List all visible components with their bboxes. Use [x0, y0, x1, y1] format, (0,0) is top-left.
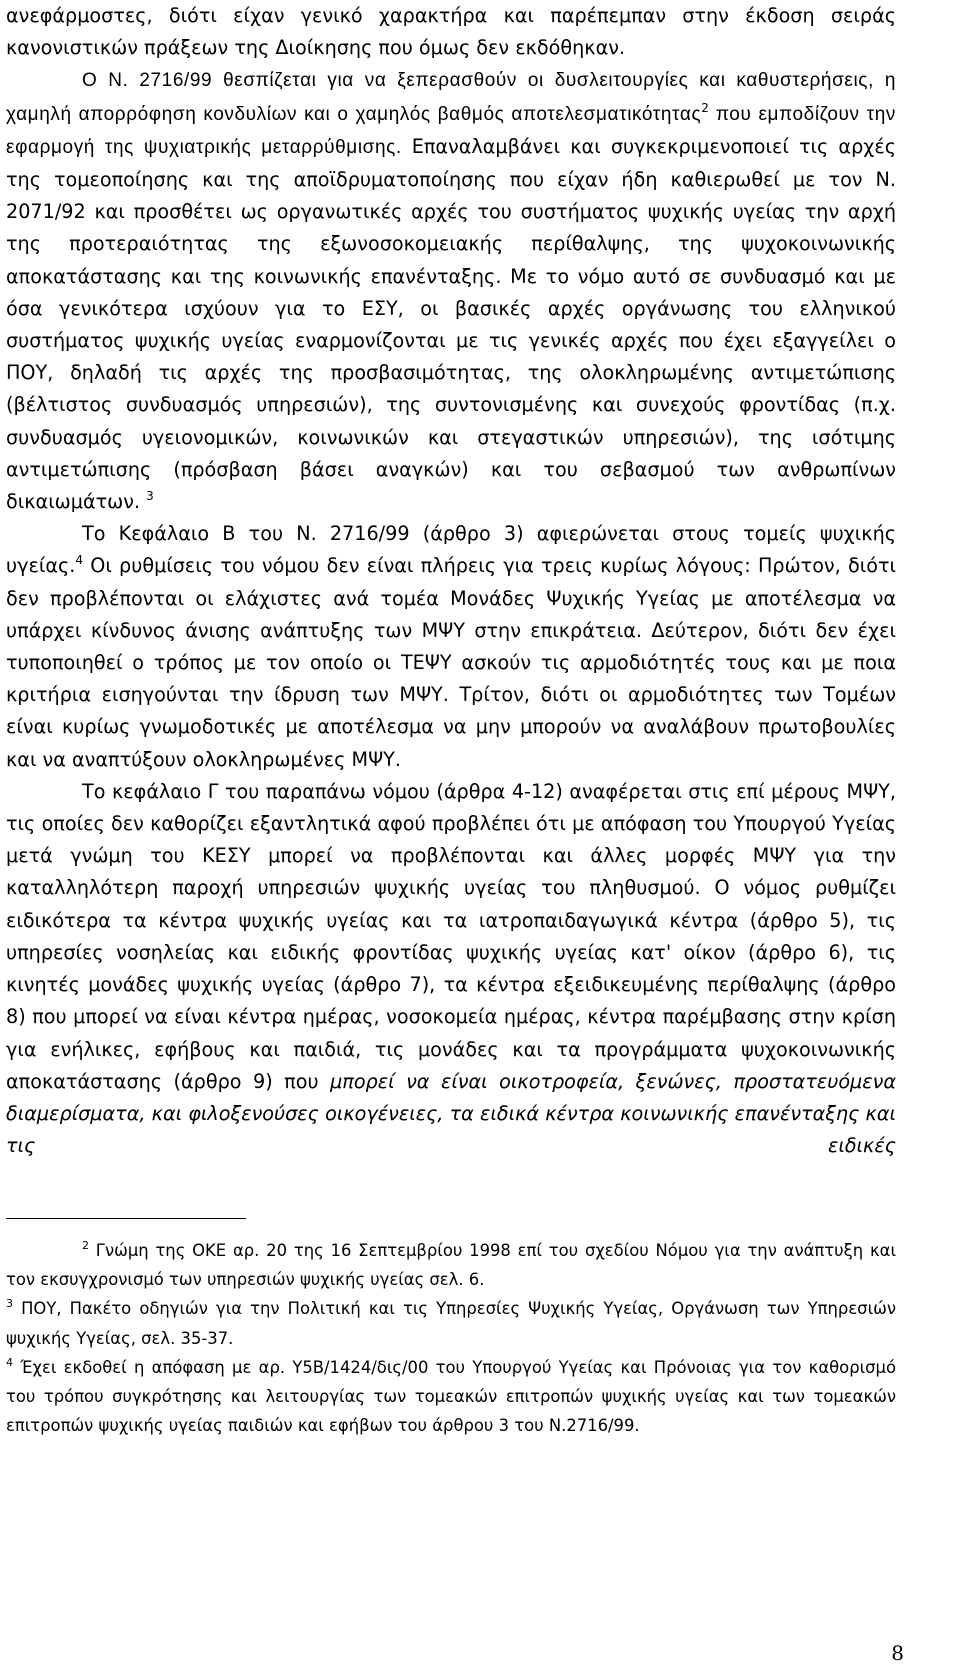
footnote-mark: 4 [6, 1355, 13, 1369]
paragraph-chapter-c [6, 776, 896, 1162]
footnote-text: Έχει εκδοθεί η απόφαση με αρ. Υ5Β/1424/δις/00 του Υπουργού Υγείας και Πρόνοιας για τον καθορισμό του τρόπου συγκρότησης και λειτουργίας των τομεακών επιτροπών ψυχικής υγείας και των τομεακών επιτροπών ψυχικής υγείας παιδιών και εφήβων του άρθρου 3 του Ν.2716/99. [6, 1357, 896, 1436]
footnote-2 [6, 1236, 896, 1294]
paragraph-text: που εμποδίζουν την εφαρμογή της ψυχιατρικής μεταρρύθμισης. [6, 103, 896, 158]
paragraph-continuation [6, 0, 896, 32]
paragraph-text: Το κεφάλαιο Γ του παραπάνω νόμου (άρθρα 4-12) αναφέρεται στις επί μέρους ΜΨΥ, τις οποίες δεν καθορίζει εξαντλητικά αφού προβλέπει ότι με απόφαση του Υπουργού Υγείας μετά γνώμη του ΚΕΣΥ μπορεί να προβλέπονται και άλλες μορφές ΜΨΥ για την καταλληλότερη παροχή υπηρεσιών ψυχικής υγείας του πληθυσμού. Ο νόμος ρυθμίζει ειδικότερα τα κέντρα ψυχικής υγείας και τα ιατροπαιδαγωγικά κέντρα (άρθρο 5), τις υπηρεσίες νοσηλείας και ειδικής φροντίδας ψυχικής υγείας κατ' οίκον (άρθρο 6), τις κινητές μονάδες ψυχικής υγείας (άρθρο 7), τα κέντρα εξειδικευμένης περίθαλψης (άρθρο 8) που μπορεί να είναι κέντρα ημέρας, νοσοκομεία ημέρας, κέντρα παρέμβασης στην κρίση για ενήλικες, εφήβους και παιδιά, τις μονάδες και τα προγράμματα ψυχοκοινωνικής αποκατάστασης (άρθρο 9) που [6, 779, 896, 1093]
footnote-ref: 2 [701, 100, 709, 115]
paragraph-text: Οι ρυθμίσεις του νόμου δεν είναι πλήρεις για τρεις κυρίως λόγους: Πρώτον, διότι δεν προβλέπονται οι ελάχιστες ανά τομέα Μονάδες Ψυχικής Υγείας με αποτέλεσμα να υπάρχει κίνδυνος άνισης ανάπτυξης των ΜΨΥ στην επικράτεια. Δεύτερον, διότι δεν έχει τυποποιηθεί ο τρόπος με τον οποίο οι ΤΕΨΥ ασκούν τις αρμοδιότητές τους και με ποια κριτήρια εισηγούνται την ίδρυση των ΜΨΥ. Τρίτον, διότι οι αρμοδιότητες των Τομέων είναι κυρίως γνωμοδοτικές με αποτέλεσμα να μην μπορούν να αναλάβουν πρωτοβουλίες και να αναπτύξουν ολοκληρωμένες ΜΨΥ. [6, 554, 896, 771]
footnote-ref: 4 [75, 553, 83, 568]
footnote-separator [6, 1218, 246, 1219]
footnote-3 [6, 1294, 896, 1352]
document-body [6, 0, 896, 1162]
footnote-4 [6, 1353, 896, 1441]
paragraph-text: Ο Ν. 2716/99 θεσπίζεται για να ξεπερασθούν οι δυσλειτουργίες και καθυστερήσεις, η χαμηλή απορρόφηση κονδυλίων και ο χαμηλός βαθμός αποτελεσματικότητας [6, 70, 896, 125]
paragraph-text: Επαναλαμβάνει και συγκεκριμενοποιεί τις αρχές της τομεοποίησης και της αποϊδρυματοποίησης που είχαν ήδη καθιερωθεί με τον Ν. 2071/92 και προσθέτει ως οργανωτικές αρχές του συστήματος ψυχικής υγείας την αρχή της προτεραιότητας της εξωνοσοκομειακής περίθαλψης, της ψυχοκοινωνικής αποκατάστασης και της κοινωνικής επανένταξης. Με το νόμο αυτό σε συνδυασμό και με όσα γενικότερα ισχύουν για το ΕΣΥ, οι βασικές αρχές οργάνωσης του ελληνικού συστήματος ψυχικής υγείας εναρμονίζονται με τις γενικές αρχές που έχει εξαγγείλει ο ΠΟΥ, δηλαδή τις αρχές της προσβασιμότητας, της ολοκληρωμένης αντιμετώπισης (βέλτιστος συνδυασμός υπηρεσιών), της συντονισμένης και συνεχούς φροντίδας (π.χ. συνδυασμός υγειονομικών, κοινωνικών και στεγαστικών υπηρεσιών), της ισότιμης αντιμετώπισης (πρόσβαση βάσει αναγκών) και του σεβασμού των ανθρωπίνων δικαιωμάτων. [6, 134, 896, 514]
paragraph-line: ανεφάρμοστες, διότι είχαν γενικό χαρακτήρα και παρέπεμπαν στην έκδοση σειράς [6, 4, 896, 27]
paragraph-chapter-b [6, 518, 896, 776]
paragraph-text: Το Κεφάλαιο Β του Ν. 2716/99 (άρθρο 3) αφιερώνεται στους τομείς ψυχικής υγείας. [6, 522, 896, 578]
footnotes [6, 1236, 896, 1440]
paragraph-law-2716 [6, 64, 896, 518]
paragraph-italic-text: μπορεί να είναι οικοτροφεία, ξενώνες, προστατευόμενα διαμερίσματα, και φιλοξενούσες οικογένειες, τα ειδικά κέντρα κοινωνικής επανένταξης και τις ειδικές [6, 1069, 896, 1158]
footnote-mark: 2 [82, 1239, 89, 1252]
footnote-ref: 3 [146, 489, 154, 504]
paragraph-line: κανονιστικών πράξεων της Διοίκησης που όμως δεν εκδόθηκαν. [6, 36, 626, 60]
footnote-text: Γνώμη της ΟΚΕ αρ. 20 της 16 Σεπτεμβρίου 1998 επί του σχεδίου Νόμου για την ανάπτυξη και τον εκσυγχρονισμό των υπηρεσιών ψυχικής υγείας σελ. 6. [6, 1241, 896, 1290]
footnote-text: ΠΟΥ, Πακέτο οδηγιών για την Πολιτική και τις Υπηρεσίες Ψυχικής Υγείας, Οργάνωση των Υπηρεσιών ψυχικής Υγείας, σελ. 35-37. [6, 1299, 896, 1348]
page-number: 8 [891, 1641, 904, 1665]
paragraph-continuation-end [6, 32, 896, 64]
footnote-mark: 3 [6, 1297, 13, 1311]
